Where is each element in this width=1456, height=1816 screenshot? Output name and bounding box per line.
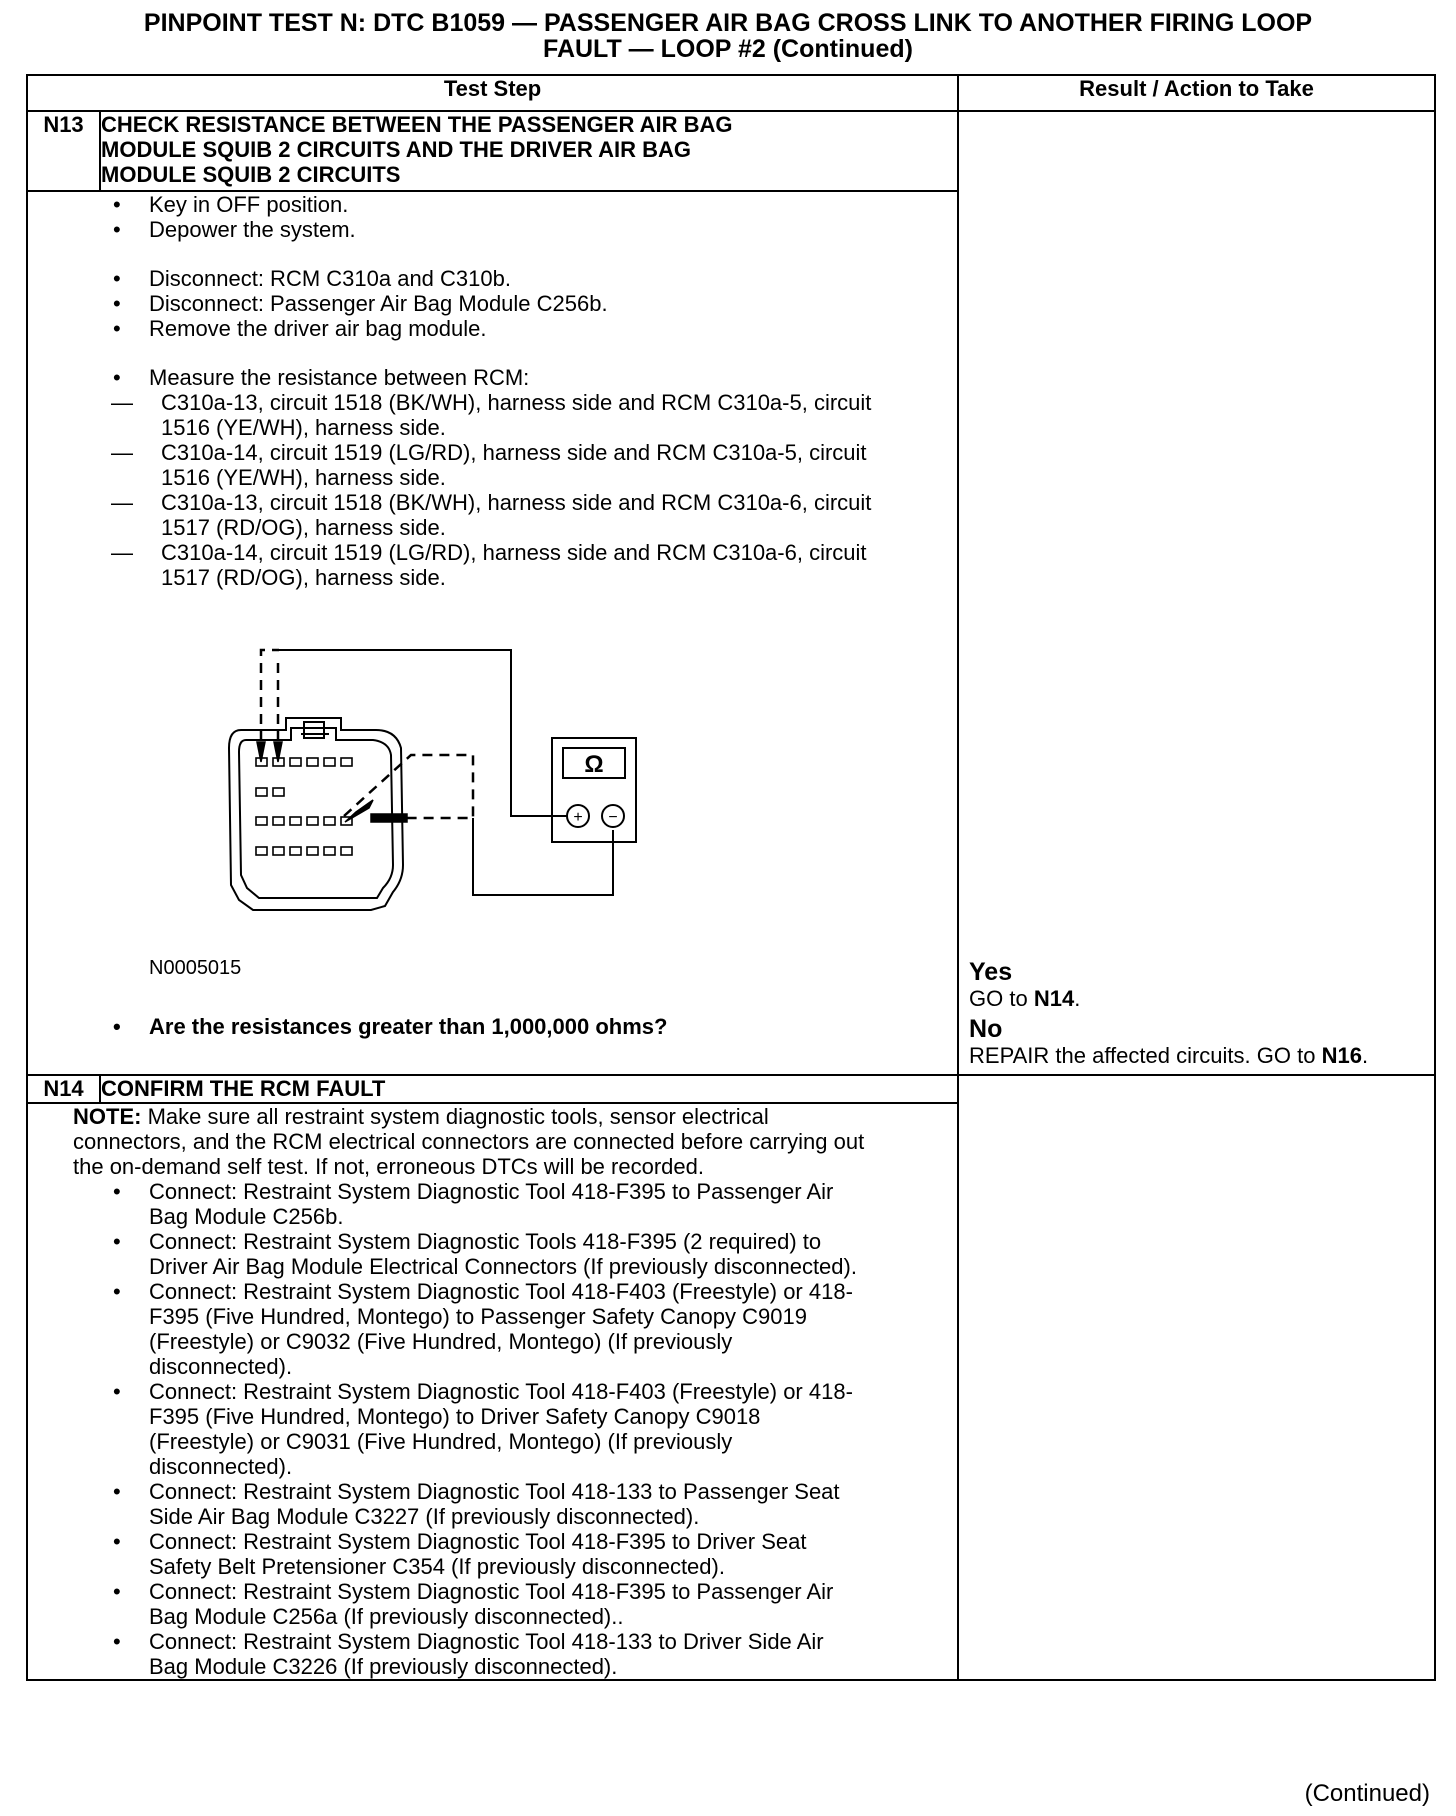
question-item: • Are the resistances greater than 1,000,000 ohms? <box>111 1014 957 1039</box>
measure-instruction: Measure the resistance between RCM: <box>149 365 530 391</box>
title-line-1: PINPOINT TEST N: DTC B1059 — PASSENGER AIR BAG CROSS LINK TO ANOTHER FIRING LOOP <box>143 9 1313 37</box>
list-item: • Connect: Restraint System Diagnostic Tool 418-133 to Driver Side Air Bag Module C3226 (If previously disconnected). <box>111 1629 867 1679</box>
plus-terminal: + <box>573 809 583 827</box>
list-item: • Depower the system. <box>111 217 957 242</box>
list-item: • Key in OFF position. <box>111 192 957 217</box>
note-text: Make sure all restraint system diagnostic tools, sensor electrical connectors, and the RCM electrical connectors are connected before carrying out the on-demand self test. If not, erroneous DTCs will be recorded. <box>73 1104 865 1179</box>
n13-list-1 <box>73 192 957 242</box>
heading-line: CHECK RESISTANCE BETWEEN THE PASSENGER AIR BAG <box>101 112 733 137</box>
heading-line: MODULE SQUIB 2 CIRCUITS <box>101 162 401 187</box>
step-number-n14: N14 <box>27 1075 100 1103</box>
sub-item: — C310a-14, circuit 1519 (LG/RD), harness side and RCM C310a-6, circuit 1517 (RD/OG), harness side. <box>111 540 897 590</box>
n13-question-list <box>73 1014 957 1039</box>
connector-ohmmeter-diagram <box>111 630 731 950</box>
minus-terminal: − <box>608 809 618 827</box>
step-n14-result <box>958 1075 1435 1680</box>
list-item: • Disconnect: RCM C310a and C310b. <box>111 266 957 291</box>
sub-item: — C310a-13, circuit 1518 (BK/WH), harness side and RCM C310a-6, circuit 1517 (RD/OG), harness side. <box>111 490 897 540</box>
list-item <box>111 365 957 590</box>
step-n13-body <box>27 191 958 1075</box>
connector-pins <box>256 758 352 855</box>
list-item: • Connect: Restraint System Diagnostic Tool 418-F395 to Passenger Air Bag Module C256b. <box>111 1179 867 1229</box>
step-n13-heading <box>100 111 958 191</box>
heading-line: MODULE SQUIB 2 CIRCUITS AND THE DRIVER AIR BAG <box>101 137 691 162</box>
step-n13-result <box>958 111 1435 1075</box>
note-label: NOTE: <box>73 1104 142 1129</box>
n13-result-block <box>969 958 1368 1068</box>
step-n13-heading-row <box>27 111 1435 191</box>
continued-label: (Continued) <box>1304 1780 1430 1807</box>
probe-tips <box>257 742 407 822</box>
title-line-2: FAULT — LOOP #2 (Continued) <box>543 35 913 63</box>
pinpoint-test-table <box>26 74 1436 1681</box>
yes-target: N14 <box>1033 986 1075 1011</box>
page-title <box>0 10 1456 62</box>
n13-list-2 <box>73 266 957 341</box>
no-label: No <box>969 1015 1003 1043</box>
ohm-symbol: Ω <box>584 751 604 779</box>
table-header-row <box>27 75 1435 111</box>
list-item: • Connect: Restraint System Diagnostic Tool 418-F395 to Passenger Air Bag Module C256a (If previously disconnected).. <box>111 1579 867 1629</box>
step-n14-heading: CONFIRM THE RCM FAULT <box>100 1075 958 1103</box>
yes-action: GO to N14. <box>969 986 1081 1011</box>
list-item: • Connect: Restraint System Diagnostic Tool 418-F403 (Freestyle) or 418-F395 (Five Hundred, Montego) to Driver Safety Canopy C9018 (Freestyle) or C9031 (Five Hundred, Montego) (If previously disconnected). <box>111 1379 867 1479</box>
resistance-measurement-figure <box>111 630 731 1020</box>
list-item: • Connect: Restraint System Diagnostic Tool 418-F395 to Driver Seat Safety Belt Pretensioner C354 (If previously disconnected). <box>111 1529 867 1579</box>
yes-label: Yes <box>969 958 1013 986</box>
list-item: • Disconnect: Passenger Air Bag Module C256b. <box>111 291 957 316</box>
step-n14-body <box>27 1103 958 1680</box>
note <box>73 1104 887 1179</box>
sub-item: — C310a-13, circuit 1518 (BK/WH), harness side and RCM C310a-5, circuit 1516 (YE/WH), harness side. <box>111 390 897 440</box>
no-action: REPAIR the affected circuits. GO to N16. <box>969 1043 1369 1068</box>
step-number-n13: N13 <box>27 111 100 191</box>
list-item: • Connect: Restraint System Diagnostic Tools 418-F395 (2 required) to Driver Air Bag Module Electrical Connectors (If previously disconnected). <box>111 1229 867 1279</box>
sub-item: — C310a-14, circuit 1519 (LG/RD), harness side and RCM C310a-5, circuit 1516 (YE/WH), harness side. <box>111 440 897 490</box>
dashed-probe-leads <box>261 650 473 818</box>
n13-list-3 <box>73 365 957 590</box>
step-n14-heading-row <box>27 1075 1435 1103</box>
result-header: Result / Action to Take <box>958 75 1435 111</box>
test-step-header: Test Step <box>27 75 958 111</box>
measure-sublist <box>111 390 957 590</box>
list-item: • Connect: Restraint System Diagnostic Tool 418-F403 (Freestyle) or 418-F395 (Five Hundred, Montego) to Passenger Safety Canopy C9019 (Freestyle) or C9032 (Five Hundred, Montego) (If previously disconnected). <box>111 1279 867 1379</box>
no-target: N16 <box>1321 1043 1362 1068</box>
n14-list <box>73 1179 867 1679</box>
list-item: • Remove the driver air bag module. <box>111 316 957 341</box>
list-item: • Connect: Restraint System Diagnostic Tool 418-133 to Passenger Seat Side Air Bag Module C3227 (If previously disconnected). <box>111 1479 867 1529</box>
figure-id: N0005015 <box>149 957 242 980</box>
